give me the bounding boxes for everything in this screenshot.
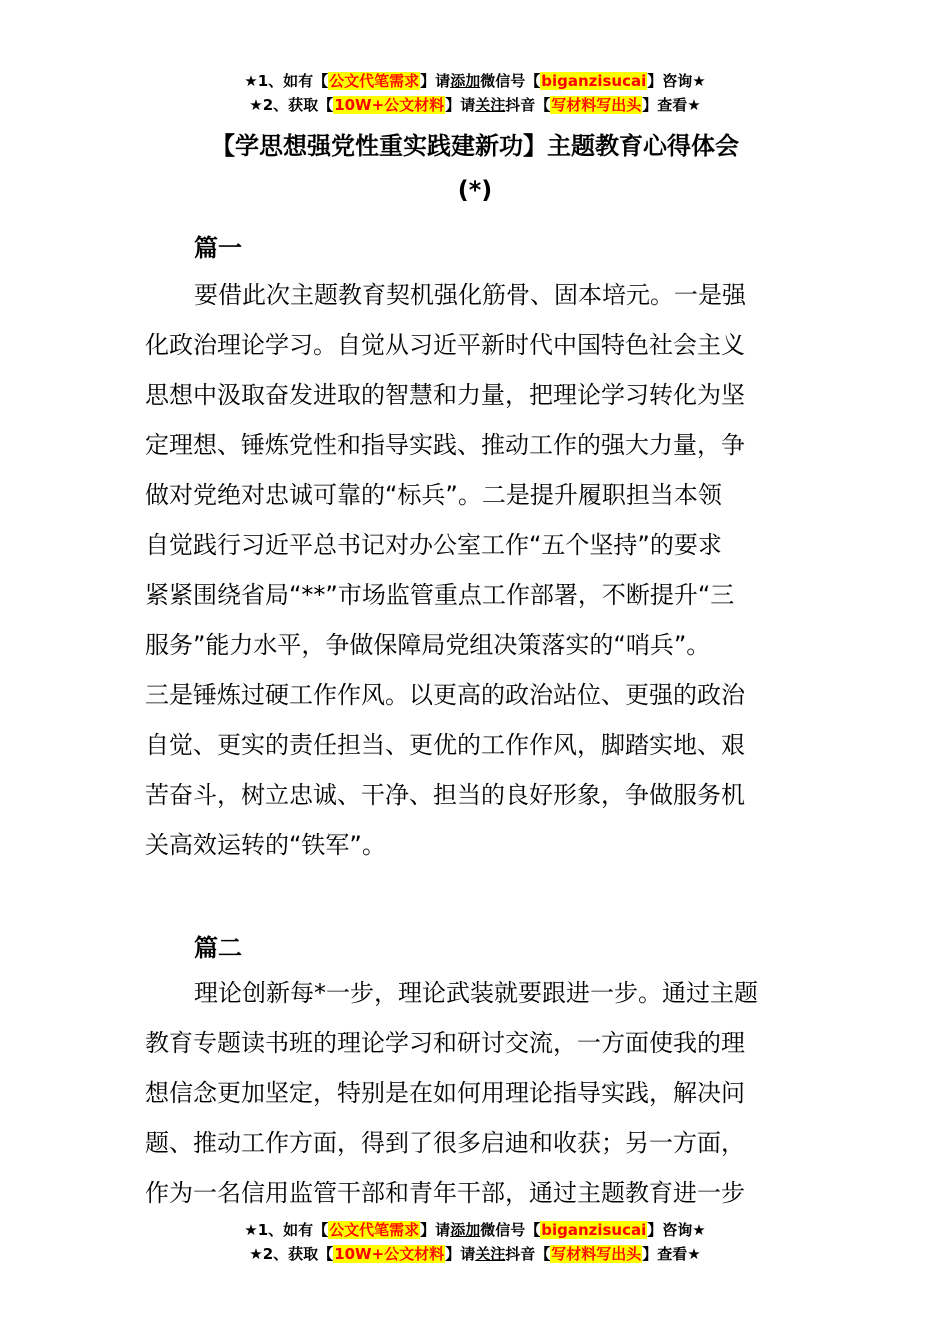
banner-text: 】咨询★ bbox=[647, 1221, 706, 1239]
paragraph-line: 关高效运转的“铁军”。 bbox=[145, 831, 386, 859]
paragraph-line: 作为一名信用监管干部和青年干部，通过主题教育进一步 bbox=[145, 1179, 745, 1207]
banner-underline: 添加 bbox=[450, 72, 481, 90]
banner-text: ★2、获取【 bbox=[249, 1245, 334, 1263]
paragraph-line: 思想中汲取奋发进取的智慧和力量，把理论学习转化为坚 bbox=[145, 381, 745, 409]
banner-highlight: 公文代笔需求 bbox=[329, 1221, 420, 1239]
document-title-suffix: (*) bbox=[457, 176, 493, 204]
paragraph-line: 自觉践行习近平总书记对办公室工作“五个坚持”的要求 bbox=[145, 531, 722, 559]
paragraph-line: 苦奋斗，树立忠诚、干净、担当的良好形象，争做服务机 bbox=[145, 781, 745, 809]
banner-underline: 添加 bbox=[450, 1221, 481, 1239]
banner-text: ★1、如有【 bbox=[244, 72, 329, 90]
banner-underline: 关注 bbox=[475, 96, 506, 114]
banner-text: ★2、获取【 bbox=[249, 96, 334, 114]
banner-text: 微信号【 bbox=[480, 72, 541, 90]
paragraph-line: 要借此次主题教育契机强化筋骨、固本培元。一是强 bbox=[194, 281, 746, 309]
paragraph-line: 化政治理论学习。自觉从习近平新时代中国特色社会主义 bbox=[145, 331, 745, 359]
paragraph-line: 想信念更加坚定，特别是在如何用理论指导实践，解决问 bbox=[145, 1079, 745, 1107]
header-banner bbox=[0, 70, 950, 118]
document-title: 【学思想强党性重实践建新功】主题教育心得体会 bbox=[211, 132, 739, 160]
paragraph-line: 自觉、更实的责任担当、更优的工作作风，脚踏实地、艰 bbox=[145, 731, 745, 759]
banner-line-2 bbox=[0, 94, 950, 118]
banner-highlight: biganzisucai bbox=[541, 72, 647, 90]
paragraph-line: 三是锤炼过硬工作作风。以更高的政治站位、更强的政治 bbox=[145, 681, 745, 709]
banner-text: 】请 bbox=[420, 1221, 451, 1239]
paragraph-line: 题、推动工作方面，得到了很多启迪和收获；另一方面， bbox=[145, 1129, 745, 1157]
banner-underline: 关注 bbox=[475, 1245, 506, 1263]
banner-line-1 bbox=[0, 1219, 950, 1243]
banner-text: 】查看★ bbox=[642, 96, 701, 114]
banner-highlight: biganzisucai bbox=[541, 1221, 647, 1239]
banner-line-2 bbox=[0, 1243, 950, 1267]
paragraph-line: 紧紧围绕省局“**”市场监管重点工作部署，不断提升“三 bbox=[145, 581, 735, 609]
section-heading-1: 篇一 bbox=[194, 234, 242, 262]
footer-banner bbox=[0, 1219, 950, 1267]
banner-highlight: 写材料写出头 bbox=[551, 1245, 642, 1263]
paragraph-line: 做对党绝对忠诚可靠的“标兵”。二是提升履职担当本领 bbox=[145, 481, 722, 509]
banner-text: 】请 bbox=[445, 1245, 476, 1263]
paragraph-line: 理论创新每*一步，理论武装就要跟进一步。通过主题 bbox=[194, 979, 758, 1007]
paragraph-line: 定理想、锤炼党性和指导实践、推动工作的强大力量，争 bbox=[145, 431, 745, 459]
banner-text: 】请 bbox=[420, 72, 451, 90]
banner-highlight: 公文代笔需求 bbox=[329, 72, 420, 90]
banner-highlight: 写材料写出头 bbox=[551, 96, 642, 114]
banner-text: 】请 bbox=[445, 96, 476, 114]
banner-text: 抖音【 bbox=[505, 1245, 551, 1263]
banner-text: 抖音【 bbox=[505, 96, 551, 114]
banner-text: ★1、如有【 bbox=[244, 1221, 329, 1239]
paragraph-line: 教育专题读书班的理论学习和研讨交流，一方面使我的理 bbox=[145, 1029, 745, 1057]
banner-line-1 bbox=[0, 70, 950, 94]
paragraph-line: 服务”能力水平，争做保障局党组决策落实的“哨兵”。 bbox=[145, 631, 711, 659]
banner-text: 】查看★ bbox=[642, 1245, 701, 1263]
section-body-1 bbox=[145, 270, 810, 870]
banner-highlight: 10W+公文材料 bbox=[334, 1245, 445, 1263]
section-heading-2: 篇二 bbox=[194, 934, 242, 962]
banner-highlight: 10W+公文材料 bbox=[334, 96, 445, 114]
section-body-2 bbox=[145, 968, 810, 1218]
banner-text: 】咨询★ bbox=[647, 72, 706, 90]
banner-text: 微信号【 bbox=[480, 1221, 541, 1239]
